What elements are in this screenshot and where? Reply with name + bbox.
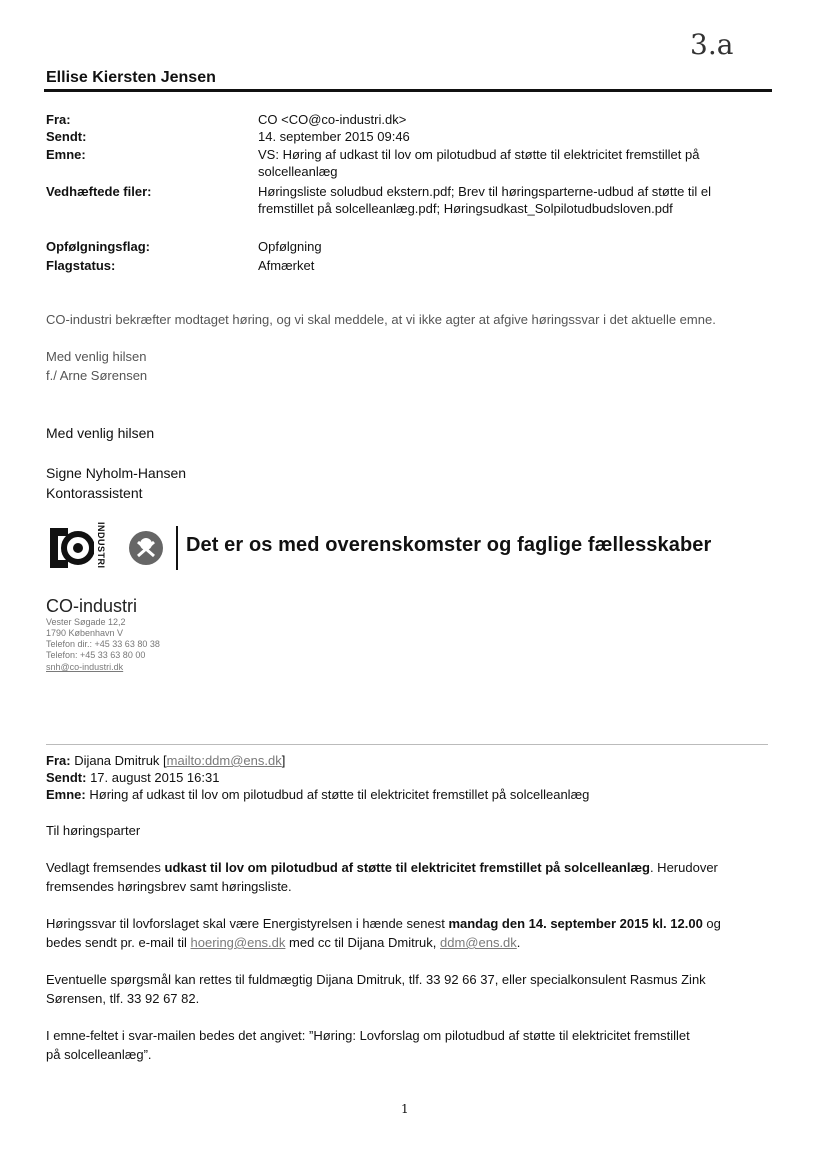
fwd-from-name: Dijana Dmitruk [ [74, 753, 167, 768]
letter-paragraph-4-line-2: på solcelleanlæg”. [46, 1047, 152, 1062]
fwd-subject-label: Emne: [46, 787, 86, 802]
letter-paragraph-1-line-2: fremsendes høringsbrev samt høringsliste. [46, 879, 292, 894]
flagstatus-value: Afmærket [258, 258, 315, 273]
page-number: 1 [401, 1102, 409, 1116]
phone-main: Telefon: +45 33 63 80 00 [46, 650, 146, 660]
signature-email-link[interactable]: snh@co-industri.dk [46, 662, 124, 672]
fwd-sent-row [46, 769, 219, 786]
address-line-1: Vester Søgade 12,2 [46, 617, 126, 627]
ddm-email-link[interactable]: ddm@ens.dk [440, 935, 517, 950]
from-value: CO <CO@co-industri.dk> [258, 112, 407, 127]
letter-paragraph-3-line-2: Sørensen, tlf. 33 92 67 82. [46, 991, 200, 1006]
subject-value-line-2: solcelleanlæg [258, 164, 338, 179]
letter-paragraph-4: I emne-feltet i svar-mailen bedes det angivet: ”Høring: Lovforslag om pilotudbud af støtte til elektricitet fremstillet [46, 1028, 690, 1043]
fwd-from-row [46, 752, 285, 769]
header-flagstatus-row [46, 257, 315, 274]
subject-label: Emne: [46, 147, 86, 162]
from-label: Fra: [46, 112, 71, 127]
forward-separator [46, 744, 768, 745]
sent-value: 14. september 2015 09:46 [258, 129, 410, 144]
header-followup-row [46, 238, 322, 255]
reply-regards: Med venlig hilsen [46, 349, 147, 364]
header-attachments-row [46, 183, 712, 216]
company-name: CO-industri [46, 596, 138, 616]
fwd-sent-label: Sendt: [46, 770, 87, 785]
fwd-from-end: ] [281, 753, 286, 768]
followup-label: Opfølgningsflag: [46, 239, 150, 254]
fwd-from-label: Fra: [46, 753, 71, 768]
letter-greeting: Til høringsparter [46, 823, 141, 838]
letter-paragraph-1: Vedlagt fremsendes udkast til lov om pilotudbud af støtte til elektricitet fremstillet på solcelleanlæg. Herudover [46, 860, 718, 875]
logo-divider [176, 526, 178, 570]
signature-title: Kontorassistent [46, 485, 143, 501]
phone-direct: Telefon dir.: +45 33 63 80 38 [46, 639, 160, 649]
header-subject-row [46, 146, 700, 179]
handwritten-page-mark: 3.a [690, 28, 734, 61]
logo-vertical-text: INDUSTRI [96, 522, 106, 569]
address-line-2: 1790 København V [46, 628, 124, 638]
fwd-subject-value: Høring af udkast til lov om pilotudbud af støtte til elektricitet fremstillet på solcelleanlæg [89, 787, 590, 802]
header-divider [44, 89, 772, 92]
header-sent-row [46, 128, 410, 145]
co-industri-logo [46, 524, 94, 572]
reply-body-text: CO-industri bekræfter modtaget høring, og vi skal meddele, at vi ikke agter at afgive høringssvar i det aktuelle emne. [46, 312, 716, 327]
letter-paragraph-2: Høringssvar til lovforslaget skal være Energistyrelsen i hænde senest mandag den 14. september 2015 kl. 12.00 og [46, 916, 721, 931]
header-from-row [46, 111, 407, 128]
signature-name: Signe Nyholm-Hansen [46, 465, 187, 481]
letter-paragraph-2-line-2: bedes sendt pr. e-mail til hoering@ens.dk med cc til Dijana Dmitruk, ddm@ens.dk. [46, 935, 521, 950]
letter-paragraph-3: Eventuelle spørgsmål kan rettes til fuldmægtig Dijana Dmitruk, tlf. 33 92 66 37, eller specialkonsulent Rasmus Zink [46, 972, 706, 987]
fwd-from-mailto-link[interactable]: mailto:ddm@ens.dk [166, 753, 282, 768]
reply-signed-by: f./ Arne Sørensen [46, 368, 148, 383]
sent-label: Sendt: [46, 129, 87, 144]
fwd-sent-value: 17. august 2015 16:31 [90, 770, 220, 785]
ok-symbol-icon [128, 530, 164, 566]
attachments-value-line-2[interactable]: fremstillet på solcelleanlæg.pdf; Høringsudkast_Solpilotudbudsloven.pdf [258, 201, 673, 216]
attachments-value-line-1[interactable]: Høringsliste soludbud ekstern.pdf; Brev til høringsparterne-udbud af støtte til el [258, 184, 712, 199]
signature-regards: Med venlig hilsen [46, 425, 155, 441]
mailbox-owner-name: Ellise Kiersten Jensen [46, 69, 216, 86]
attachments-label: Vedhæftede filer: [46, 184, 152, 199]
followup-value: Opfølgning [258, 239, 322, 254]
fwd-subject-row [46, 786, 589, 803]
flagstatus-label: Flagstatus: [46, 258, 116, 273]
subject-value-line-1: VS: Høring af udkast til lov om pilotudbud af støtte til elektricitet fremstillet på [258, 147, 700, 162]
hoering-email-link[interactable]: hoering@ens.dk [190, 935, 286, 950]
slogan-banner: Det er os med overenskomster og faglige fællesskaber [186, 534, 712, 556]
